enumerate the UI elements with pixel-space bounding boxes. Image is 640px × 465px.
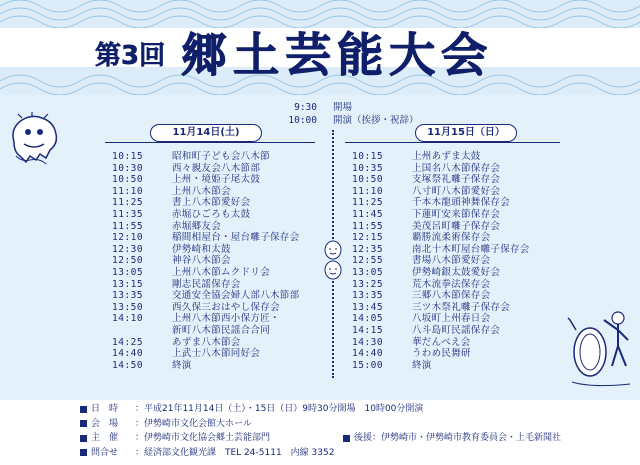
masks-illustration: [322, 240, 344, 280]
schedule-name: うわめ民舞研: [412, 348, 471, 360]
schedule-name: 上州あずま太鼓: [412, 151, 481, 162]
schedule-row: [352, 151, 530, 163]
info-label: 日 時: [91, 404, 119, 414]
schedule-name: 剛志民謡保存会: [172, 278, 241, 290]
schedule-time: 10:50: [112, 174, 144, 186]
bullet-square-icon: [343, 435, 350, 442]
schedule-name: あずま八木節会: [172, 336, 241, 348]
schedule-row: [352, 255, 530, 267]
schedule-name: 千本木龍頭神舞保存会: [412, 197, 511, 209]
schedule-row: [352, 186, 530, 198]
schedule-time: 11:55: [112, 220, 144, 232]
schedule-name: 上州・境姫子尾太鼓: [172, 174, 261, 186]
schedule-row: [112, 232, 299, 244]
day1-schedule: [112, 151, 299, 371]
schedule-name: 書場八木節愛好会: [412, 255, 491, 267]
schedule-row: [112, 221, 299, 233]
schedule-name: 伊勢崎和太鼓: [172, 243, 231, 255]
schedule-time: 11:55: [352, 220, 384, 232]
schedule-name: 上武士八木節同好会: [172, 348, 261, 360]
schedule-row: [112, 163, 299, 175]
info-row-organizer: [80, 431, 561, 446]
schedule-time: 13:25: [352, 278, 384, 290]
opening-time: 9:30: [294, 102, 317, 113]
taiko-drummer-illustration: [566, 300, 636, 392]
schedule-row: [352, 221, 530, 233]
info-label: 主 催: [91, 433, 119, 443]
program-panel: [0, 95, 640, 400]
schedule-name: 稲間相屋台・屋台囃子保存会: [172, 232, 300, 244]
info-label-support: 後援: [354, 433, 373, 443]
schedule-row: [352, 279, 530, 291]
schedule-time: 12:35: [352, 243, 384, 255]
info-row-contact: [80, 446, 561, 461]
schedule-name: 上州八木節西小保方匠・: [172, 313, 280, 325]
schedule-name: 赤堀郷友会: [172, 220, 222, 232]
schedule-name: 三郷八木節保存会: [412, 290, 491, 302]
schedule-name: 八斗島町民謡保存会: [412, 324, 501, 336]
schedule-row: [352, 348, 530, 360]
shishi-lion-illustration: [8, 112, 62, 168]
opening-row: [275, 112, 419, 126]
schedule-row: [112, 348, 299, 360]
schedule-time: 13:45: [352, 301, 384, 313]
schedule-row: [112, 279, 299, 291]
info-text: ：経済部文化観光課 TEL 24-5111 内線 3352: [135, 447, 335, 458]
schedule-time: 14:50: [112, 359, 144, 371]
schedule-time: 11:45: [352, 208, 384, 220]
schedule-name: 八寸町八木節愛好会: [412, 185, 501, 197]
schedule-time: 13:05: [352, 266, 384, 278]
day1-rule: [105, 142, 315, 143]
schedule-name: 上州八木節会: [172, 185, 231, 197]
schedule-time: 15:00: [352, 359, 384, 371]
opening-text: 開場: [333, 102, 353, 113]
schedule-row: [112, 360, 299, 372]
schedule-row: [352, 360, 530, 372]
schedule-time: 12:55: [352, 255, 384, 267]
bullet-square-icon: [80, 449, 87, 456]
schedule-row: [352, 337, 530, 349]
schedule-time: 10:15: [352, 151, 384, 162]
schedule-name: 華だんべえ会: [412, 336, 471, 348]
schedule-name: 西久保三おはやし保存会: [172, 301, 280, 313]
info-text-support: ：伊勢崎市・伊勢崎市教育委員会・上毛新聞社: [372, 433, 562, 443]
info-text: ：平成21年11月14日（土）・15日（日）9時30分開場 10時00分開演: [135, 404, 424, 414]
schedule-time: 10:15: [112, 151, 144, 162]
title-edition: 第3回: [95, 41, 166, 71]
schedule-row: [352, 244, 530, 256]
schedule-name: 荒木流拳法保存会: [412, 278, 491, 290]
opening-text: 開演（挨拶・祝辞）: [333, 115, 419, 126]
schedule-time: 14:30: [352, 336, 384, 348]
schedule-row: [352, 325, 530, 337]
schedule-name: 昭和町子ども会八木節: [172, 151, 271, 162]
day2-rule: [345, 142, 560, 143]
schedule-name: 下蓮町安来節保存会: [412, 208, 501, 220]
schedule-time: [112, 325, 164, 337]
schedule-name: 上国名八木節保存会: [412, 162, 501, 174]
opening-time: 10:00: [288, 115, 317, 126]
schedule-name: 終演: [412, 359, 432, 371]
schedule-name: 美茂呂町囃子保存会: [412, 220, 501, 232]
info-row-datetime: [80, 402, 561, 417]
schedule-row: [112, 325, 299, 337]
schedule-time: 14:40: [352, 348, 384, 360]
schedule-name: 書上八木節愛好会: [172, 197, 251, 209]
schedule-row: [352, 290, 530, 302]
schedule-time: 13:35: [352, 290, 384, 302]
day1-badge: 11月14日(土): [150, 124, 262, 142]
schedule-time: 14:10: [112, 313, 144, 325]
schedule-time: 13:15: [112, 278, 144, 290]
schedule-row: [112, 255, 299, 267]
schedule-name: 伊勢崎銀太鼓愛好会: [412, 266, 501, 278]
schedule-row: [352, 232, 530, 244]
day2-schedule: [352, 151, 530, 371]
event-info: [80, 402, 561, 460]
info-label: 問合せ: [91, 447, 119, 458]
bullet-square-icon: [80, 406, 87, 413]
schedule-time: 10:30: [112, 162, 144, 174]
schedule-name: 新町八木節民謡合合同: [172, 324, 271, 336]
schedule-row: [112, 267, 299, 279]
info-text: ：伊勢崎市文化協会郷土芸能部門: [135, 433, 271, 443]
bullet-square-icon: [80, 435, 87, 442]
day2-badge: 11月15日（日）: [415, 124, 517, 142]
schedule-row: [352, 313, 530, 325]
schedule-row: [352, 197, 530, 209]
schedule-time: 11:25: [112, 197, 144, 209]
schedule-row: [112, 186, 299, 198]
bullet-square-icon: [80, 420, 87, 427]
schedule-name: 上州八木節ムクドリ会: [172, 266, 271, 278]
header-banner: [0, 0, 640, 95]
info-text: ：伊勢崎市文化会館大ホール: [135, 418, 252, 429]
schedule-time: 12:15: [352, 232, 384, 244]
schedule-time: 13:05: [112, 266, 144, 278]
schedule-time: 11:10: [352, 185, 384, 197]
schedule-time: 12:30: [112, 243, 144, 255]
schedule-name: 交通安全協会婦人部八木節部: [172, 290, 300, 302]
schedule-row: [112, 313, 299, 325]
schedule-row: [112, 244, 299, 256]
schedule-row: [112, 290, 299, 302]
schedule-row: [112, 209, 299, 221]
schedule-row: [112, 337, 299, 349]
schedule-time: 11:35: [112, 208, 144, 220]
opening-row: [275, 99, 352, 113]
schedule-row: [112, 197, 299, 209]
schedule-time: 13:35: [112, 290, 144, 302]
schedule-time: 13:50: [112, 301, 144, 313]
schedule-row: [352, 209, 530, 221]
schedule-name: 西々親友会八木節部: [172, 162, 261, 174]
schedule-row: [112, 151, 299, 163]
schedule-row: [352, 267, 530, 279]
schedule-row: [112, 174, 299, 186]
info-label: 会 場: [91, 418, 119, 429]
schedule-time: 10:35: [352, 162, 384, 174]
schedule-time: 11:10: [112, 185, 144, 197]
schedule-name: 南北十木町屋台囃子保存会: [412, 243, 530, 255]
schedule-time: 14:15: [352, 324, 384, 336]
schedule-time: 12:50: [112, 255, 144, 267]
schedule-row: [352, 174, 530, 186]
schedule-name: 三ツ木祭礼囃子保存会: [412, 301, 511, 313]
info-row-venue: [80, 417, 561, 432]
schedule-time: 10:50: [352, 174, 384, 186]
schedule-name: 支塚祭礼囃子保存会: [412, 174, 501, 186]
schedule-row: [112, 302, 299, 314]
schedule-name: 覇勝流柔術保存会: [412, 232, 491, 244]
schedule-time: 14:05: [352, 313, 384, 325]
schedule-name: 神谷八木節会: [172, 255, 231, 267]
schedule-row: [352, 302, 530, 314]
schedule-time: 12:10: [112, 232, 144, 244]
schedule-time: 11:25: [352, 197, 384, 209]
schedule-name: 終演: [172, 359, 192, 371]
schedule-name: 八坂町上州春日会: [412, 313, 491, 325]
schedule-name: 赤堀ひごろも太鼓: [172, 208, 251, 220]
title-main: 郷土芸能大会: [181, 28, 494, 82]
title: [95, 18, 555, 82]
schedule-row: [352, 163, 530, 175]
schedule-time: 14:25: [112, 336, 144, 348]
schedule-time: 14:40: [112, 348, 144, 360]
